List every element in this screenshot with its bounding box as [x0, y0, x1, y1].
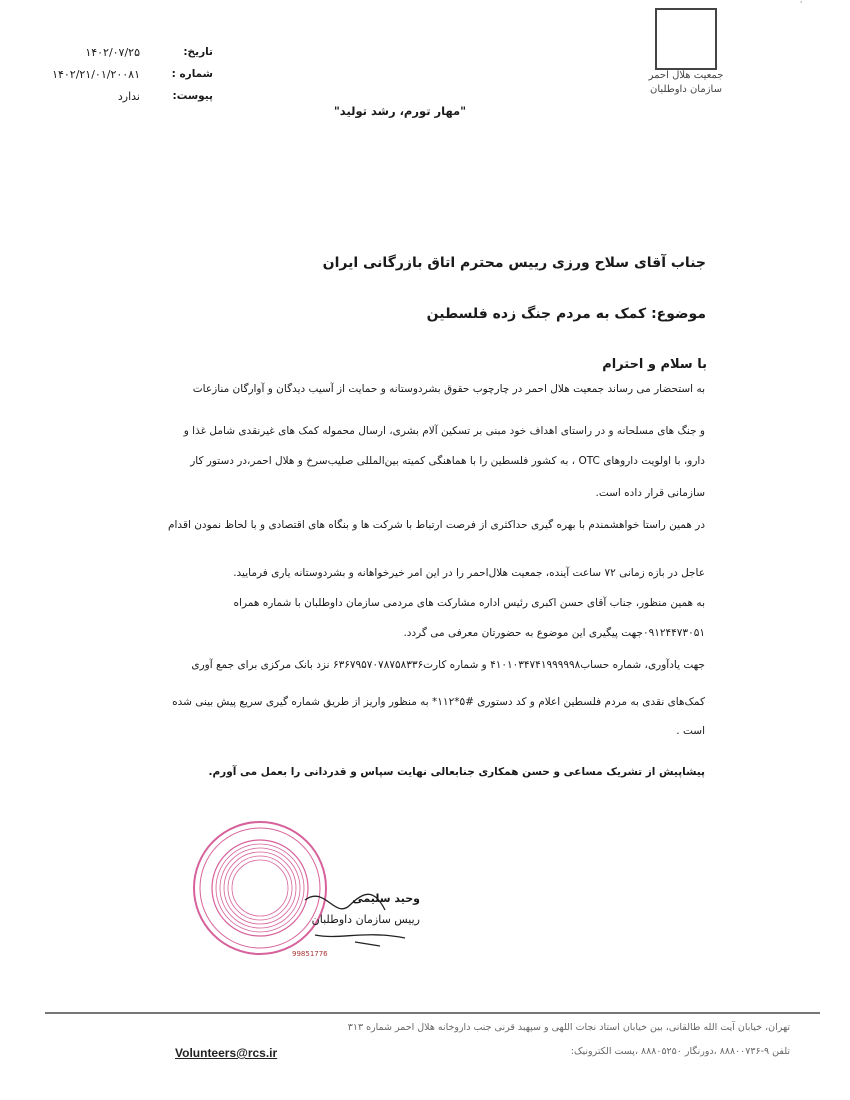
- logo-org-name: جمعیت هلال احمر: [648, 70, 724, 81]
- date-label: تاریخ:: [183, 46, 213, 58]
- body-line: و جنگ های مسلحانه و در راستای اهداف خود مبنی بر تسکین آلام بشری، ارسال محموله کمک های غیرنقدی شامل غذا و: [183, 425, 705, 437]
- email-link[interactable]: Volunteers@rcs.ir: [175, 1046, 278, 1060]
- body-line: دارو، با اولویت داروهای OTC ، به کشور فلسطین را با هماهنگی کمیته بین‌المللی صلیب‌سرخ و هلال احمر،در دستور کار: [190, 455, 705, 467]
- body-line: به همین منظور، جناب آقای حسن اکبری رئیس اداره مشارکت های مردمی سازمان داوطلبان با شماره همراه: [233, 597, 705, 609]
- attachment-label: پیوست:: [172, 90, 213, 102]
- body-line: به استحضار می رساند جمعیت هلال احمر در چارچوب حقوق بشردوستانه و حمایت از آسیب دیدگان و آوارگان منازعات: [192, 383, 705, 395]
- addressee: جناب آقای سلاح ورزی رییس محترم اتاق بازرگانی ایران: [322, 255, 706, 271]
- signatory-name: وحید سلیمی: [352, 892, 420, 905]
- body-line: جهت یادآوری، شماره حساب۴۱۰۱۰۳۴۷۴۱۹۹۹۹۹۸ و شماره کارت۶۳۶۷۹۵۷۰۷۸۷۵۸۳۳۶ نزد بانک مرکزی برای جمع آوری: [191, 659, 705, 671]
- date-value: ۱۴۰۲/۰۷/۲۵: [85, 46, 140, 59]
- signatory-title: رییس سازمان داوطلبان: [311, 913, 420, 926]
- stamp-number: 99851776: [292, 950, 328, 958]
- body-line: ۰۹۱۲۴۴۷۳۰۵۱جهت پیگیری این موضوع به حضورتان معرفی می گردد.: [403, 627, 705, 639]
- red-crescent-logo: [655, 8, 717, 70]
- footer-divider: [45, 1012, 820, 1014]
- slogan: "مهار تورم، رشد تولید": [333, 104, 467, 118]
- body-line: در همین راستا خواهشمندم با بهره گیری حداکثری از فرصت ارتباط با شرکت ها و بنگاه های اقتصادی و با لحاظ نمودن اقدام: [168, 519, 705, 531]
- greeting: با سلام و احترام: [602, 357, 707, 372]
- corner-mark: ': [800, 0, 803, 9]
- subject: موضوع: کمک به مردم جنگ زده فلسطین: [426, 306, 706, 322]
- footer-contact: تلفن ۹-۸۸۸۰۰۷۳۶ ،دورنگار ۸۸۸۰۵۲۵۰ ،پست الکترونیک:: [570, 1046, 790, 1057]
- attachment-value: ندارد: [117, 90, 140, 103]
- body-line: است .: [676, 725, 705, 737]
- body-line: عاجل در بازه زمانی ۷۲ ساعت آینده، جمعیت هلال‌احمر را در این امر خیرخواهانه و بشردوستانه یاری فرمایید.: [233, 567, 705, 579]
- body-line: سازمانی قرار داده است.: [595, 487, 705, 499]
- handwritten-signature: [295, 880, 415, 950]
- number-label: شماره :: [171, 68, 213, 80]
- closing-line: پیشاپیش از تشریک مساعی و حسن همکاری جنابعالی نهایت سپاس و قدردانی را بعمل می آورم.: [208, 766, 705, 778]
- footer-address: تهران، خیابان آیت الله طالقانی، بین خیابان استاد نجات اللهی و سپهبد قرنی جنب داروخانه هلال احمر شماره ۳۱۳: [347, 1022, 790, 1033]
- body-line: کمک‌های نقدی به مردم فلسطین اعلام و کد دستوری #۵*۱۱۲* به منظور واریز از طریق شماره گیری سریع پیش بینی شده: [172, 696, 705, 708]
- logo-org-sub: سازمان داوطلبان: [650, 84, 722, 95]
- crescent-icon: [665, 16, 707, 62]
- number-value: ۱۴۰۲/۲۱/۰۱/۲۰۰۸۱: [52, 68, 140, 81]
